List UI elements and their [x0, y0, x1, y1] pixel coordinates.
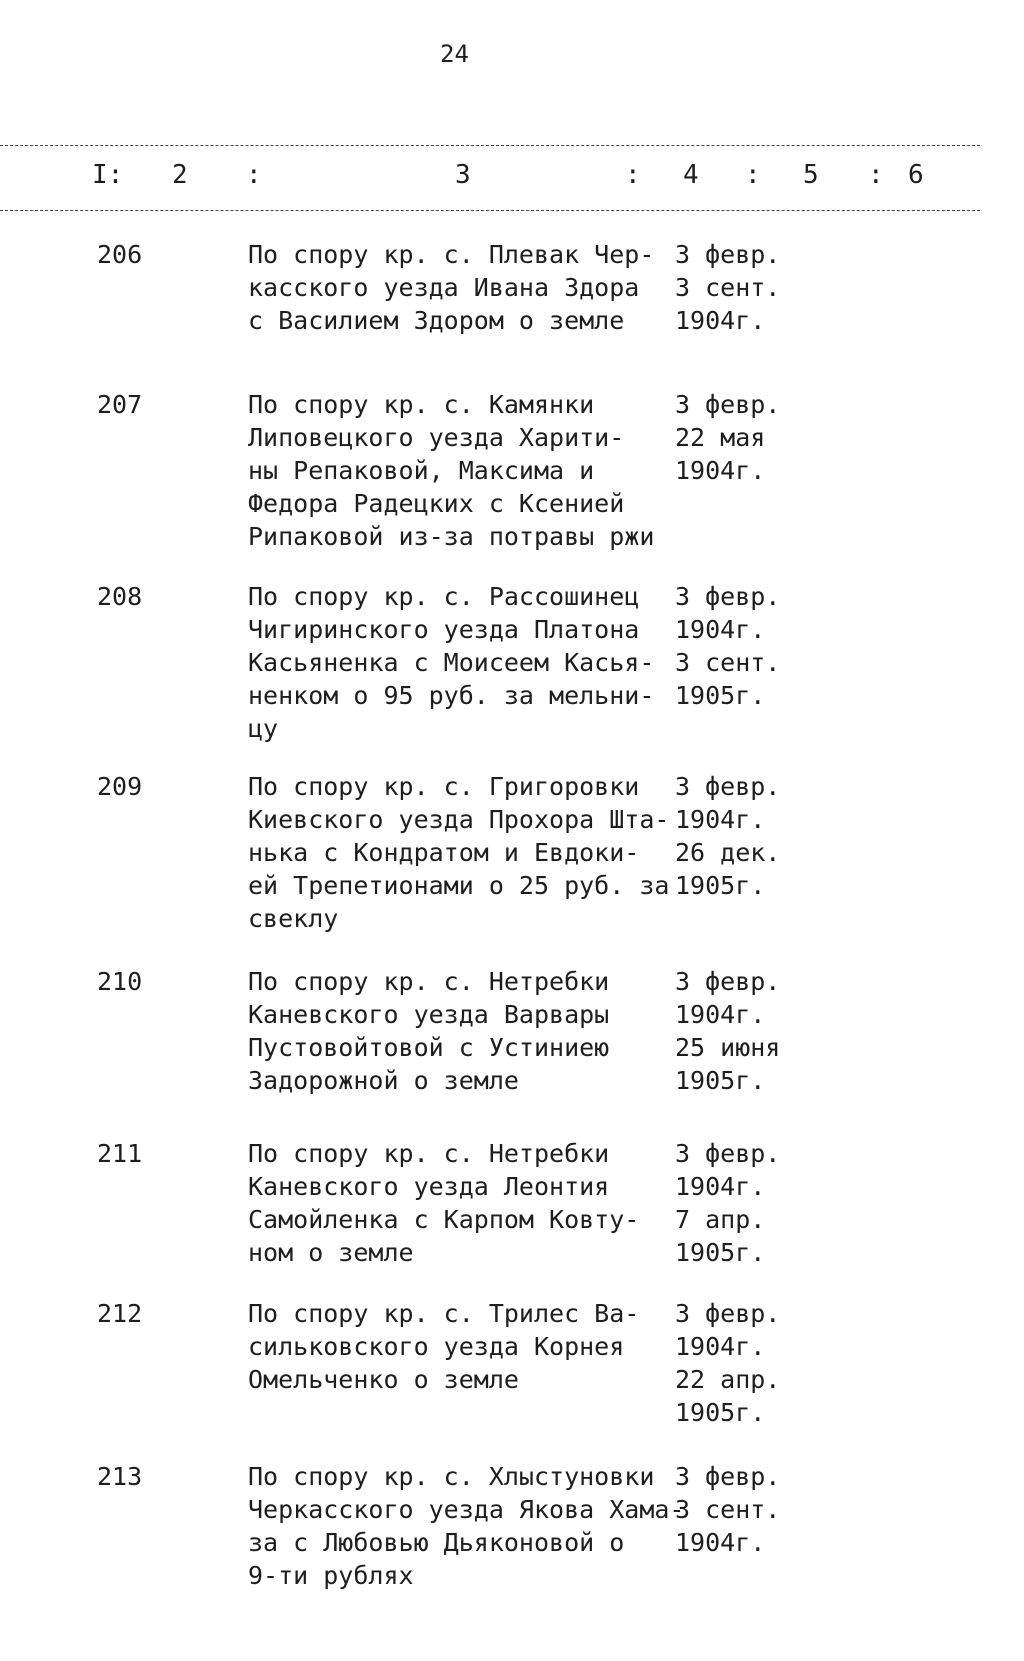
- description-line: По спору кр. с. Рассошинец: [248, 582, 640, 611]
- date-line: 3 сент.: [675, 1495, 781, 1524]
- date-line: 1904г.: [675, 1172, 766, 1201]
- entry-number: 208: [97, 582, 143, 611]
- column-header-4: 4: [683, 160, 699, 190]
- date-line: 25 июня: [675, 1033, 781, 1062]
- entry-number: 210: [97, 967, 143, 996]
- date-line: 26 дек.: [675, 838, 781, 867]
- description-line: Черкасского уезда Якова Хама-: [248, 1495, 685, 1524]
- date-line: 1905г.: [675, 871, 766, 900]
- description-line: с Василием Здором о земле: [248, 306, 625, 335]
- entry-dates: [675, 1297, 780, 1429]
- date-line: 1905г.: [675, 1066, 766, 1095]
- date-line: 3 февр.: [675, 582, 781, 611]
- column-separator: :: [625, 160, 641, 190]
- description-line: По спору кр. с. Плевак Чер-: [248, 240, 655, 269]
- date-line: 1905г.: [675, 1398, 766, 1427]
- column-separator: :: [745, 160, 761, 190]
- date-line: 3 февр.: [675, 240, 781, 269]
- column-header-5: 5: [803, 160, 819, 190]
- entry-description: [248, 770, 669, 935]
- description-line: Рипаковой из-за потравы ржи: [248, 522, 655, 551]
- entry-dates: [675, 1460, 780, 1559]
- description-line: По спору кр. с. Нетребки: [248, 1139, 610, 1168]
- date-line: 3 февр.: [675, 390, 781, 419]
- description-line: Федора Радецких с Ксенией: [248, 489, 625, 518]
- description-line: Касьяненка с Моисеем Касья-: [248, 648, 655, 677]
- entry-description: [248, 580, 654, 745]
- entry-dates: [675, 388, 780, 487]
- description-line: за с Любовью Дьяконовой о: [248, 1528, 625, 1557]
- entry-dates: [675, 238, 780, 337]
- column-header-2: 2: [172, 160, 188, 190]
- entry-dates: [675, 580, 780, 712]
- description-line: 9-ти рублях: [248, 1561, 414, 1590]
- description-line: Омельченко о земле: [248, 1365, 519, 1394]
- description-line: Липовецкого уезда Харити-: [248, 423, 625, 452]
- description-line: По спору кр. с. Григоровки: [248, 772, 640, 801]
- entry-description: [248, 965, 609, 1097]
- header-rule-top: [0, 145, 980, 146]
- description-line: ны Репаковой, Максима и: [248, 456, 595, 485]
- description-line: свеклу: [248, 904, 339, 933]
- description-line: Киевского уезда Прохора Шта-: [248, 805, 670, 834]
- entry-number: 209: [97, 772, 143, 801]
- date-line: 7 апр.: [675, 1205, 766, 1234]
- date-line: 22 апр.: [675, 1365, 781, 1394]
- date-line: 1905г.: [675, 681, 766, 710]
- column-header-1: I:: [92, 160, 124, 190]
- entry-dates: [675, 1137, 780, 1269]
- description-line: ненком о 95 руб. за мельни-: [248, 681, 655, 710]
- description-line: Чигиринского уезда Платона: [248, 615, 640, 644]
- entry-description: [248, 238, 654, 337]
- description-line: По спору кр. с. Камянки: [248, 390, 595, 419]
- entry-description: [248, 1460, 685, 1592]
- entry-dates: [675, 770, 780, 902]
- date-line: 22 мая: [675, 423, 766, 452]
- description-line: нька с Кондратом и Евдоки-: [248, 838, 640, 867]
- date-line: 1904г.: [675, 805, 766, 834]
- description-line: По спору кр. с. Нетребки: [248, 967, 610, 996]
- entry-number: 207: [97, 390, 143, 419]
- column-header-6: 6: [908, 160, 924, 190]
- date-line: 3 сент.: [675, 273, 781, 302]
- date-line: 1904г.: [675, 1000, 766, 1029]
- entry-dates: [675, 965, 780, 1097]
- description-line: Задорожной о земле: [248, 1066, 519, 1095]
- entry-description: [248, 1137, 639, 1269]
- description-line: Каневского уезда Леонтия: [248, 1172, 610, 1201]
- date-line: 3 февр.: [675, 772, 781, 801]
- entry-number: 206: [97, 240, 143, 269]
- description-line: ном о земле: [248, 1238, 414, 1267]
- description-line: сильковского уезда Корнея: [248, 1332, 625, 1361]
- date-line: 1904г.: [675, 456, 766, 485]
- date-line: 3 сент.: [675, 648, 781, 677]
- description-line: цу: [248, 714, 279, 743]
- description-line: По спору кр. с. Хлыстуновки: [248, 1462, 655, 1491]
- date-line: 3 февр.: [675, 1139, 781, 1168]
- description-line: По спору кр. с. Трилес Ва-: [248, 1299, 640, 1328]
- column-header-3: 3: [455, 160, 471, 190]
- date-line: 3 февр.: [675, 967, 781, 996]
- page-number: 24: [440, 40, 469, 68]
- description-line: ей Трепетионами о 25 руб. за: [248, 871, 670, 900]
- column-separator: :: [246, 160, 262, 190]
- entry-number: 213: [97, 1462, 143, 1491]
- description-line: Пустовойтовой с Устиниею: [248, 1033, 610, 1062]
- date-line: 1904г.: [675, 615, 766, 644]
- entry-description: [248, 1297, 639, 1396]
- header-rule-bottom: [0, 210, 980, 211]
- date-line: 1904г.: [675, 1332, 766, 1361]
- date-line: 1905г.: [675, 1238, 766, 1267]
- date-line: 1904г.: [675, 306, 766, 335]
- description-line: Самойленка с Карпом Ковту-: [248, 1205, 640, 1234]
- entry-number: 212: [97, 1299, 143, 1328]
- date-line: 1904г.: [675, 1528, 766, 1557]
- entry-description: [248, 388, 654, 553]
- description-line: касского уезда Ивана Здора: [248, 273, 640, 302]
- column-separator: :: [868, 160, 884, 190]
- entry-number: 211: [97, 1139, 143, 1168]
- description-line: Каневского уезда Варвары: [248, 1000, 610, 1029]
- date-line: 3 февр.: [675, 1462, 781, 1491]
- date-line: 3 февр.: [675, 1299, 781, 1328]
